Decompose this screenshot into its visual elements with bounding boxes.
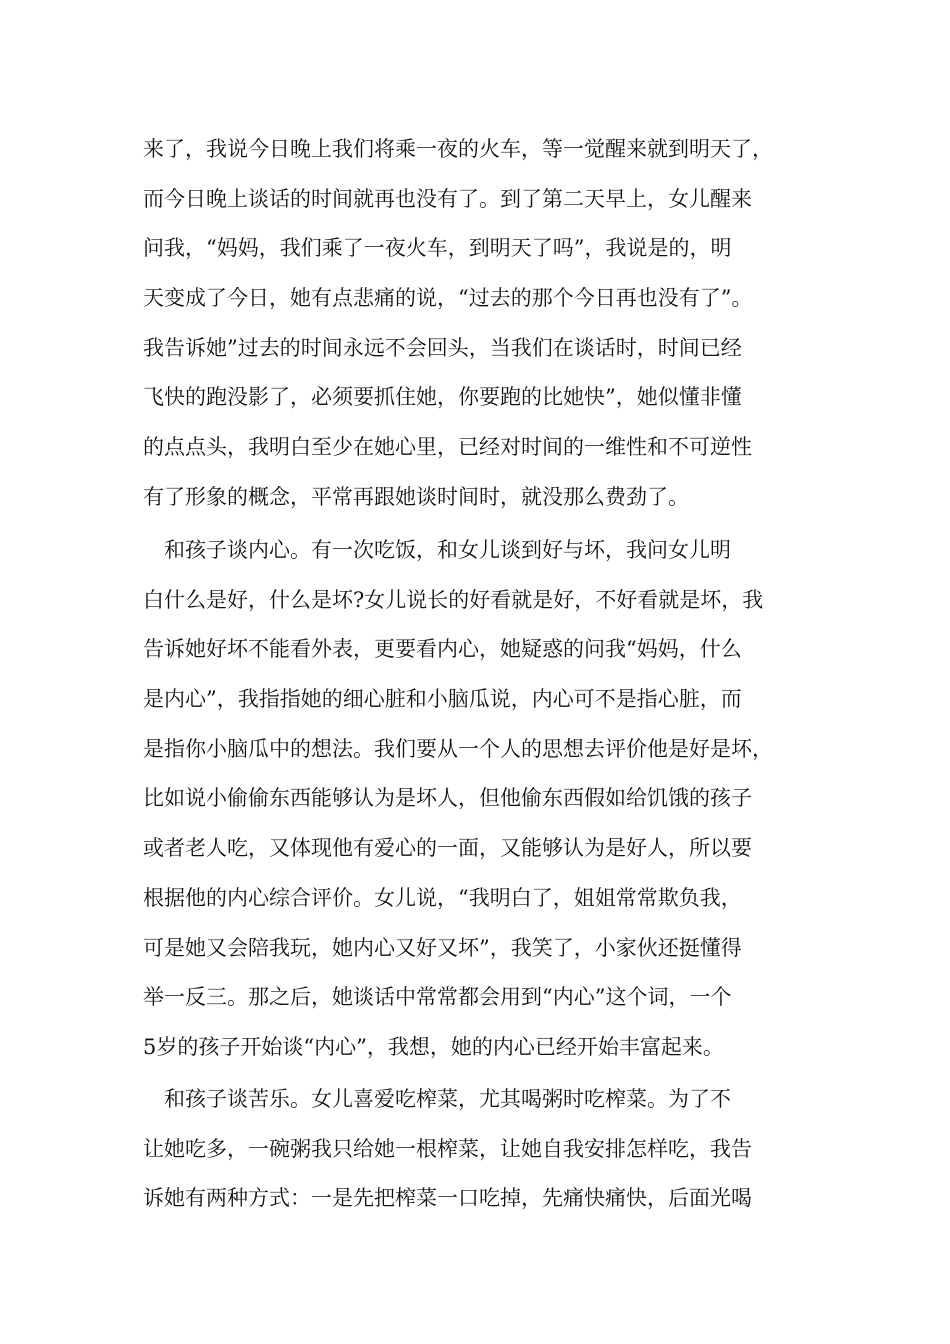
text-line: 而今日晚上谈话的时间就再也没有了。到了第二天早上，女儿醒来: [143, 186, 752, 211]
text-line: 比如说小偷偷东西能够认为是坏人，但他偷东西假如给饥饿的孩子: [143, 786, 752, 811]
text-line: 白什么是好，什么是坏?女儿说长的好看就是好，不好看就是坏，我: [143, 587, 764, 612]
text-line: 是指你小脑瓜中的想法。我们要从一个人的思想去评价他是好是坏，: [143, 736, 773, 761]
text-line: 我告诉她”过去的时间永远不会回头，当我们在谈话时，时间已经: [143, 335, 742, 360]
text-line: 飞快的跑没影了，必须要抓住她，你要跑的比她快”，她似懂非懂: [143, 385, 742, 410]
text-line: 5岁的孩子开始谈“内心”，我想，她的内心已经开始丰富起来。: [143, 1034, 724, 1059]
text-line: 诉她有两种方式：一是先把榨菜一口吃掉，先痛快痛快，后面光喝: [143, 1186, 752, 1211]
text-line: 根据他的内心综合评价。女儿说，“我明白了，姐姐常常欺负我，: [143, 885, 742, 910]
text-line: 有了形象的概念，平常再跟她谈时间时，就没那么费劲了。: [143, 484, 689, 509]
paragraph-bitter-sweet: [143, 1075, 823, 1224]
paragraph-inner-heart: [143, 526, 823, 1073]
text-line: 和孩子谈苦乐。女儿喜爱吃榨菜，尤其喝粥时吃榨菜。为了不: [143, 1087, 731, 1111]
text-line: 来了，我说今日晚上我们将乘一夜的火车，等一觉醒来就到明天了，: [143, 137, 773, 161]
text-line: 问我，“妈妈，我们乘了一夜火车，到明天了吗”，我说是的，明: [143, 236, 732, 261]
text-line: 举一反三。那之后，她谈话中常常都会用到“内心”这个词，一个: [143, 985, 732, 1010]
text-line: 是内心”，我指指她的细心脏和小脑瓜说，内心可不是指心脏，而: [143, 687, 742, 712]
paragraph-time: [143, 125, 823, 523]
text-line: 和孩子谈内心。有一次吃饭，和女儿谈到好与坏，我问女儿明: [143, 538, 731, 562]
text-line: 让她吃多，一碗粥我只给她一根榨菜，让她自我安排怎样吃，我告: [143, 1136, 752, 1161]
text-line: 或者老人吃，又体现他有爱心的一面，又能够认为是好人，所以要: [143, 836, 752, 861]
text-line: 天变成了今日，她有点悲痛的说，“过去的那个今日再也没有了”。: [143, 286, 753, 311]
text-line: 告诉她好坏不能看外表，更要看内心，她疑惑的问我“妈妈，什么: [143, 637, 742, 662]
text-line: 可是她又会陪我玩，她内心又好又坏”，我笑了，小家伙还挺懂得: [143, 935, 742, 960]
text-line: 的点点头，我明白至少在她心里，已经对时间的一维性和不可逆性: [143, 435, 752, 460]
